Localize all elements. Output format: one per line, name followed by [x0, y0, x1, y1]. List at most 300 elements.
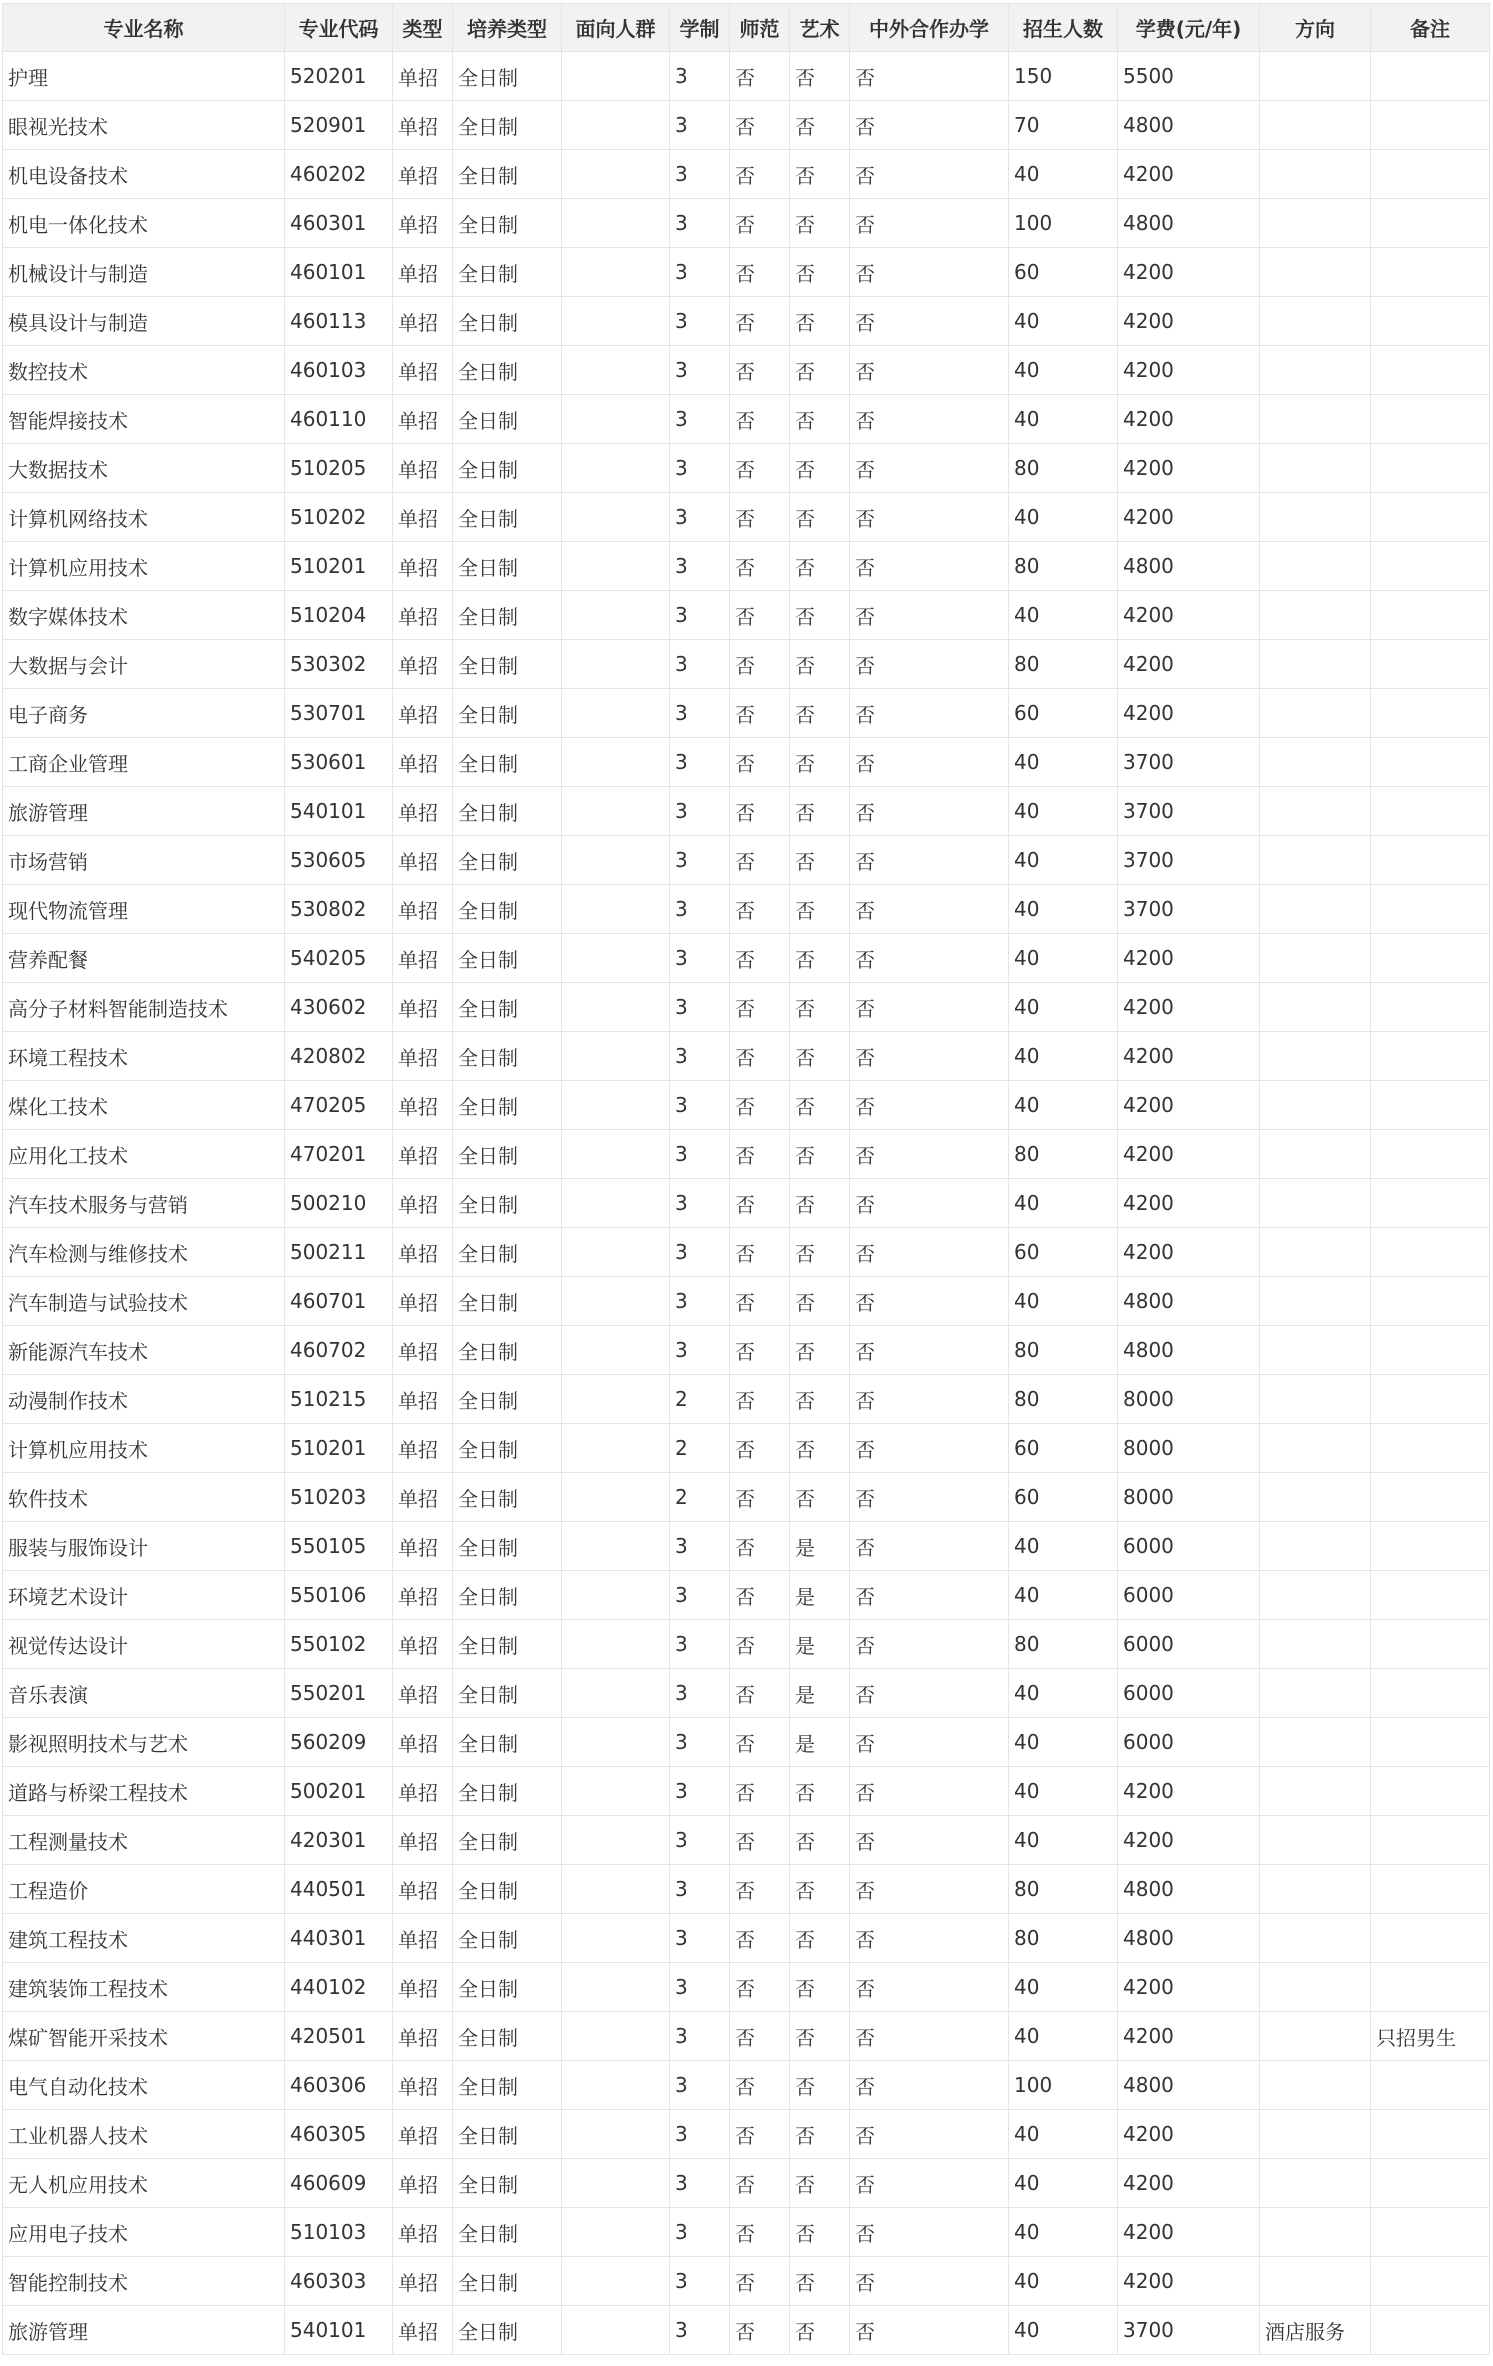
type-cell: 单招 [393, 395, 453, 444]
major-name-cell: 机电设备技术 [3, 150, 285, 199]
type-cell: 单招 [393, 1326, 453, 1375]
major-name-cell: 汽车技术服务与营销 [3, 1179, 285, 1228]
major-name-cell: 环境艺术设计 [3, 1571, 285, 1620]
major-name-cell: 眼视光技术 [3, 101, 285, 150]
remarks-cell [1371, 444, 1490, 493]
table-row [3, 983, 1490, 1032]
normal-cell: 否 [730, 1669, 790, 1718]
table-row [3, 2012, 1490, 2061]
major-code-cell: 460702 [285, 1326, 393, 1375]
type-cell: 单招 [393, 493, 453, 542]
tuition-cell: 4200 [1118, 591, 1260, 640]
enrollment-cell: 100 [1009, 199, 1118, 248]
joint-program-cell: 否 [850, 2208, 1009, 2257]
target-group-cell [562, 1522, 670, 1571]
major-code-cell: 500211 [285, 1228, 393, 1277]
remarks-cell [1371, 101, 1490, 150]
training-type-cell: 全日制 [453, 1277, 562, 1326]
training-type-cell: 全日制 [453, 346, 562, 395]
remarks-cell [1371, 885, 1490, 934]
art-cell: 否 [790, 689, 850, 738]
direction-cell [1260, 542, 1371, 591]
tuition-cell: 4200 [1118, 248, 1260, 297]
type-cell: 单招 [393, 689, 453, 738]
major-code-cell: 460609 [285, 2159, 393, 2208]
tuition-cell: 4200 [1118, 346, 1260, 395]
header-remarks: 备注 [1371, 4, 1490, 52]
remarks-cell [1371, 1277, 1490, 1326]
major-name-cell: 计算机应用技术 [3, 542, 285, 591]
remarks-cell [1371, 787, 1490, 836]
target-group-cell [562, 1326, 670, 1375]
duration-cell: 3 [670, 2012, 730, 2061]
art-cell: 否 [790, 1375, 850, 1424]
remarks-cell [1371, 836, 1490, 885]
major-code-cell: 530605 [285, 836, 393, 885]
art-cell: 是 [790, 1522, 850, 1571]
duration-cell: 3 [670, 1669, 730, 1718]
major-code-cell: 540101 [285, 787, 393, 836]
art-cell: 否 [790, 2110, 850, 2159]
table-row [3, 689, 1490, 738]
remarks-cell [1371, 1228, 1490, 1277]
major-code-cell: 420501 [285, 2012, 393, 2061]
enrollment-cell: 40 [1009, 1081, 1118, 1130]
tuition-cell: 4200 [1118, 1179, 1260, 1228]
normal-cell: 否 [730, 2159, 790, 2208]
art-cell: 否 [790, 591, 850, 640]
art-cell: 否 [790, 1130, 850, 1179]
joint-program-cell: 否 [850, 1326, 1009, 1375]
art-cell: 否 [790, 983, 850, 1032]
direction-cell [1260, 1620, 1371, 1669]
table-row [3, 2110, 1490, 2159]
enrollment-cell: 40 [1009, 934, 1118, 983]
major-code-cell: 460301 [285, 199, 393, 248]
target-group-cell [562, 346, 670, 395]
joint-program-cell: 否 [850, 1963, 1009, 2012]
major-name-cell: 煤矿智能开采技术 [3, 2012, 285, 2061]
target-group-cell [562, 542, 670, 591]
training-type-cell: 全日制 [453, 738, 562, 787]
enrollment-cell: 80 [1009, 1375, 1118, 1424]
normal-cell: 否 [730, 297, 790, 346]
header-direction: 方向 [1260, 4, 1371, 52]
enrollment-cell: 40 [1009, 787, 1118, 836]
major-code-cell: 560209 [285, 1718, 393, 1767]
joint-program-cell: 否 [850, 1228, 1009, 1277]
enrollment-cell: 40 [1009, 2159, 1118, 2208]
joint-program-cell: 否 [850, 934, 1009, 983]
duration-cell: 3 [670, 591, 730, 640]
training-type-cell: 全日制 [453, 2012, 562, 2061]
target-group-cell [562, 493, 670, 542]
training-type-cell: 全日制 [453, 1081, 562, 1130]
table-row [3, 1571, 1490, 1620]
type-cell: 单招 [393, 199, 453, 248]
joint-program-cell: 否 [850, 1767, 1009, 1816]
type-cell: 单招 [393, 2012, 453, 2061]
type-cell: 单招 [393, 297, 453, 346]
major-name-cell: 煤化工技术 [3, 1081, 285, 1130]
major-name-cell: 电子商务 [3, 689, 285, 738]
table-row [3, 1473, 1490, 1522]
target-group-cell [562, 1620, 670, 1669]
remarks-cell [1371, 1669, 1490, 1718]
art-cell: 否 [790, 640, 850, 689]
direction-cell [1260, 1326, 1371, 1375]
tuition-cell: 4200 [1118, 640, 1260, 689]
type-cell: 单招 [393, 1914, 453, 1963]
header-normal: 师范 [730, 4, 790, 52]
direction-cell [1260, 1473, 1371, 1522]
duration-cell: 3 [670, 1179, 730, 1228]
target-group-cell [562, 885, 670, 934]
duration-cell: 3 [670, 52, 730, 101]
major-name-cell: 计算机应用技术 [3, 1424, 285, 1473]
duration-cell: 3 [670, 297, 730, 346]
target-group-cell [562, 1277, 670, 1326]
training-type-cell: 全日制 [453, 983, 562, 1032]
enrollment-cell: 60 [1009, 248, 1118, 297]
major-name-cell: 音乐表演 [3, 1669, 285, 1718]
training-type-cell: 全日制 [453, 1130, 562, 1179]
tuition-cell: 4200 [1118, 983, 1260, 1032]
duration-cell: 3 [670, 199, 730, 248]
direction-cell [1260, 150, 1371, 199]
duration-cell: 3 [670, 1326, 730, 1375]
major-code-cell: 540205 [285, 934, 393, 983]
duration-cell: 3 [670, 1718, 730, 1767]
target-group-cell [562, 1179, 670, 1228]
major-code-cell: 460110 [285, 395, 393, 444]
header-major-name: 专业名称 [3, 4, 285, 52]
joint-program-cell: 否 [850, 2306, 1009, 2355]
table-row [3, 52, 1490, 101]
major-name-cell: 模具设计与制造 [3, 297, 285, 346]
training-type-cell: 全日制 [453, 1375, 562, 1424]
direction-cell [1260, 1130, 1371, 1179]
remarks-cell [1371, 199, 1490, 248]
major-name-cell: 汽车制造与试验技术 [3, 1277, 285, 1326]
remarks-cell [1371, 1620, 1490, 1669]
header-training-type: 培养类型 [453, 4, 562, 52]
training-type-cell: 全日制 [453, 2306, 562, 2355]
major-name-cell: 汽车检测与维修技术 [3, 1228, 285, 1277]
normal-cell: 否 [730, 836, 790, 885]
duration-cell: 3 [670, 248, 730, 297]
normal-cell: 否 [730, 346, 790, 395]
training-type-cell: 全日制 [453, 542, 562, 591]
type-cell: 单招 [393, 1963, 453, 2012]
duration-cell: 3 [670, 1963, 730, 2012]
art-cell: 否 [790, 248, 850, 297]
remarks-cell [1371, 1375, 1490, 1424]
normal-cell: 否 [730, 2208, 790, 2257]
direction-cell [1260, 591, 1371, 640]
direction-cell: 酒店服务 [1260, 2306, 1371, 2355]
target-group-cell [562, 297, 670, 346]
training-type-cell: 全日制 [453, 101, 562, 150]
major-code-cell: 550201 [285, 1669, 393, 1718]
major-code-cell: 460101 [285, 248, 393, 297]
duration-cell: 3 [670, 346, 730, 395]
header-enrollment: 招生人数 [1009, 4, 1118, 52]
target-group-cell [562, 983, 670, 1032]
tuition-cell: 4200 [1118, 1130, 1260, 1179]
major-name-cell: 影视照明技术与艺术 [3, 1718, 285, 1767]
direction-cell [1260, 1865, 1371, 1914]
table-row [3, 1424, 1490, 1473]
target-group-cell [562, 1228, 670, 1277]
direction-cell [1260, 101, 1371, 150]
training-type-cell: 全日制 [453, 493, 562, 542]
duration-cell: 3 [670, 2061, 730, 2110]
major-code-cell: 520201 [285, 52, 393, 101]
major-name-cell: 工程造价 [3, 1865, 285, 1914]
training-type-cell: 全日制 [453, 395, 562, 444]
tuition-cell: 4200 [1118, 2012, 1260, 2061]
training-type-cell: 全日制 [453, 2061, 562, 2110]
direction-cell [1260, 444, 1371, 493]
art-cell: 否 [790, 934, 850, 983]
header-type: 类型 [393, 4, 453, 52]
tuition-cell: 4200 [1118, 1228, 1260, 1277]
enrollment-cell: 40 [1009, 836, 1118, 885]
major-name-cell: 服装与服饰设计 [3, 1522, 285, 1571]
normal-cell: 否 [730, 689, 790, 738]
type-cell: 单招 [393, 1865, 453, 1914]
art-cell: 否 [790, 1963, 850, 2012]
tuition-cell: 5500 [1118, 52, 1260, 101]
tuition-cell: 4200 [1118, 395, 1260, 444]
header-duration: 学制 [670, 4, 730, 52]
tuition-cell: 4800 [1118, 542, 1260, 591]
normal-cell: 否 [730, 2306, 790, 2355]
table-row [3, 836, 1490, 885]
target-group-cell [562, 150, 670, 199]
duration-cell: 3 [670, 2306, 730, 2355]
normal-cell: 否 [730, 1375, 790, 1424]
normal-cell: 否 [730, 1718, 790, 1767]
normal-cell: 否 [730, 1228, 790, 1277]
tuition-cell: 4200 [1118, 2159, 1260, 2208]
major-code-cell: 550105 [285, 1522, 393, 1571]
table-row [3, 1032, 1490, 1081]
joint-program-cell: 否 [850, 1914, 1009, 1963]
major-name-cell: 智能控制技术 [3, 2257, 285, 2306]
art-cell: 否 [790, 2159, 850, 2208]
normal-cell: 否 [730, 1767, 790, 1816]
normal-cell: 否 [730, 591, 790, 640]
remarks-cell [1371, 2257, 1490, 2306]
table-row [3, 934, 1490, 983]
remarks-cell [1371, 1473, 1490, 1522]
table-row [3, 1963, 1490, 2012]
joint-program-cell: 否 [850, 1522, 1009, 1571]
major-code-cell: 470205 [285, 1081, 393, 1130]
duration-cell: 3 [670, 1032, 730, 1081]
table-row [3, 2257, 1490, 2306]
joint-program-cell: 否 [850, 52, 1009, 101]
normal-cell: 否 [730, 885, 790, 934]
direction-cell [1260, 1718, 1371, 1767]
art-cell: 否 [790, 395, 850, 444]
direction-cell [1260, 1277, 1371, 1326]
direction-cell [1260, 1179, 1371, 1228]
duration-cell: 3 [670, 1620, 730, 1669]
duration-cell: 3 [670, 1130, 730, 1179]
enrollment-cell: 40 [1009, 493, 1118, 542]
major-name-cell: 护理 [3, 52, 285, 101]
enrollment-cell: 40 [1009, 2306, 1118, 2355]
duration-cell: 3 [670, 493, 730, 542]
target-group-cell [562, 1032, 670, 1081]
remarks-cell [1371, 2061, 1490, 2110]
normal-cell: 否 [730, 199, 790, 248]
major-code-cell: 510201 [285, 1424, 393, 1473]
remarks-cell [1371, 2306, 1490, 2355]
training-type-cell: 全日制 [453, 1571, 562, 1620]
normal-cell: 否 [730, 1620, 790, 1669]
direction-cell [1260, 1081, 1371, 1130]
major-name-cell: 高分子材料智能制造技术 [3, 983, 285, 1032]
tuition-cell: 4800 [1118, 1326, 1260, 1375]
table-row [3, 1081, 1490, 1130]
enrollment-cell: 40 [1009, 1767, 1118, 1816]
major-code-cell: 510215 [285, 1375, 393, 1424]
art-cell: 否 [790, 150, 850, 199]
training-type-cell: 全日制 [453, 2257, 562, 2306]
tuition-cell: 4200 [1118, 297, 1260, 346]
normal-cell: 否 [730, 1277, 790, 1326]
duration-cell: 3 [670, 1865, 730, 1914]
enrollment-cell: 40 [1009, 2208, 1118, 2257]
duration-cell: 2 [670, 1424, 730, 1473]
major-name-cell: 数控技术 [3, 346, 285, 395]
duration-cell: 3 [670, 934, 730, 983]
duration-cell: 3 [670, 150, 730, 199]
training-type-cell: 全日制 [453, 1179, 562, 1228]
art-cell: 否 [790, 2306, 850, 2355]
target-group-cell [562, 1571, 670, 1620]
target-group-cell [562, 2061, 670, 2110]
type-cell: 单招 [393, 150, 453, 199]
direction-cell [1260, 346, 1371, 395]
type-cell: 单招 [393, 1179, 453, 1228]
table-row [3, 1277, 1490, 1326]
type-cell: 单招 [393, 1620, 453, 1669]
art-cell: 否 [790, 52, 850, 101]
type-cell: 单招 [393, 1571, 453, 1620]
major-code-cell: 440301 [285, 1914, 393, 1963]
remarks-cell [1371, 395, 1490, 444]
duration-cell: 3 [670, 885, 730, 934]
type-cell: 单招 [393, 1816, 453, 1865]
normal-cell: 否 [730, 1816, 790, 1865]
type-cell: 单招 [393, 1718, 453, 1767]
duration-cell: 3 [670, 689, 730, 738]
training-type-cell: 全日制 [453, 2208, 562, 2257]
remarks-cell [1371, 640, 1490, 689]
normal-cell: 否 [730, 2257, 790, 2306]
training-type-cell: 全日制 [453, 836, 562, 885]
normal-cell: 否 [730, 983, 790, 1032]
art-cell: 否 [790, 542, 850, 591]
joint-program-cell: 否 [850, 346, 1009, 395]
major-code-cell: 530302 [285, 640, 393, 689]
type-cell: 单招 [393, 640, 453, 689]
enrollment-cell: 80 [1009, 1326, 1118, 1375]
table-row [3, 2159, 1490, 2208]
normal-cell: 否 [730, 395, 790, 444]
direction-cell [1260, 1914, 1371, 1963]
training-type-cell: 全日制 [453, 1473, 562, 1522]
target-group-cell [562, 836, 670, 885]
art-cell: 否 [790, 2208, 850, 2257]
enrollment-cell: 40 [1009, 150, 1118, 199]
major-code-cell: 530601 [285, 738, 393, 787]
type-cell: 单招 [393, 738, 453, 787]
direction-cell [1260, 689, 1371, 738]
major-name-cell: 旅游管理 [3, 787, 285, 836]
major-code-cell: 420301 [285, 1816, 393, 1865]
direction-cell [1260, 52, 1371, 101]
remarks-cell [1371, 297, 1490, 346]
type-cell: 单招 [393, 591, 453, 640]
table-row [3, 1228, 1490, 1277]
table-row [3, 1669, 1490, 1718]
major-code-cell: 510103 [285, 2208, 393, 2257]
type-cell: 单招 [393, 52, 453, 101]
major-code-cell: 470201 [285, 1130, 393, 1179]
header-art: 艺术 [790, 4, 850, 52]
direction-cell [1260, 2208, 1371, 2257]
tuition-cell: 4200 [1118, 1963, 1260, 2012]
direction-cell [1260, 640, 1371, 689]
type-cell: 单招 [393, 1767, 453, 1816]
type-cell: 单招 [393, 2110, 453, 2159]
training-type-cell: 全日制 [453, 1228, 562, 1277]
joint-program-cell: 否 [850, 1816, 1009, 1865]
joint-program-cell: 否 [850, 444, 1009, 493]
table-row [3, 1620, 1490, 1669]
enrollment-cell: 40 [1009, 1277, 1118, 1326]
target-group-cell [562, 395, 670, 444]
target-group-cell [562, 52, 670, 101]
joint-program-cell: 否 [850, 1669, 1009, 1718]
table-row [3, 2061, 1490, 2110]
training-type-cell: 全日制 [453, 52, 562, 101]
direction-cell [1260, 1424, 1371, 1473]
remarks-cell [1371, 738, 1490, 787]
enrollment-cell: 40 [1009, 1718, 1118, 1767]
normal-cell: 否 [730, 1914, 790, 1963]
joint-program-cell: 否 [850, 1718, 1009, 1767]
enrollment-cell: 40 [1009, 1522, 1118, 1571]
duration-cell: 3 [670, 1228, 730, 1277]
training-type-cell: 全日制 [453, 1424, 562, 1473]
tuition-cell: 8000 [1118, 1375, 1260, 1424]
joint-program-cell: 否 [850, 248, 1009, 297]
target-group-cell [562, 1669, 670, 1718]
direction-cell [1260, 983, 1371, 1032]
table-header [3, 4, 1490, 52]
target-group-cell [562, 1424, 670, 1473]
enrollment-cell: 100 [1009, 2061, 1118, 2110]
major-name-cell: 市场营销 [3, 836, 285, 885]
remarks-cell [1371, 1816, 1490, 1865]
